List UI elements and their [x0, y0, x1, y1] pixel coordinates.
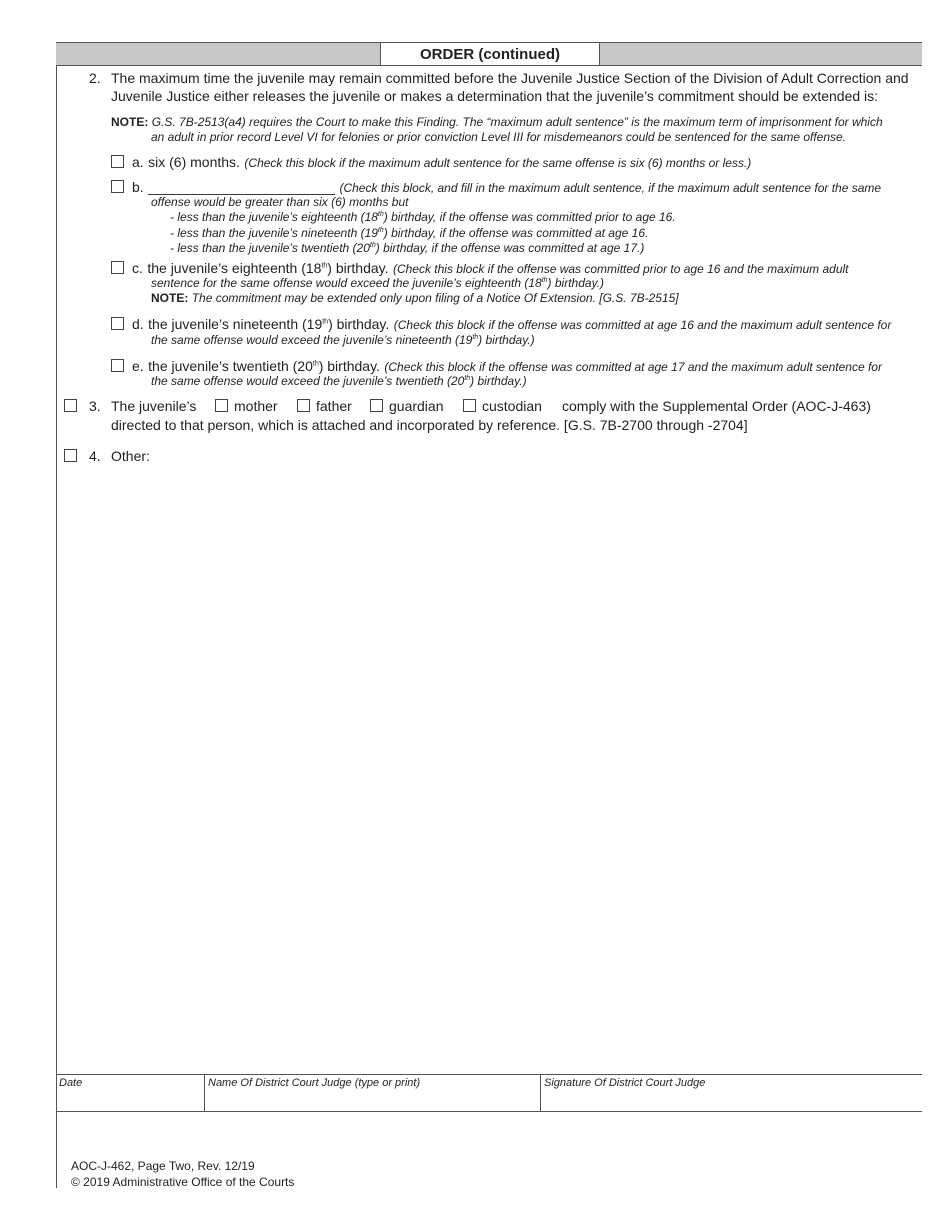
option-father: father: [316, 398, 352, 414]
sup-th: th: [322, 318, 329, 326]
custodian-checkbox[interactable]: [463, 399, 476, 412]
sup-th: th: [377, 211, 384, 218]
option-a-letter: a.: [132, 154, 144, 170]
sup-th: th: [377, 227, 384, 234]
item-3-checkbox[interactable]: [64, 399, 77, 412]
option-b-checkbox[interactable]: [111, 180, 124, 193]
signature-table: [56, 1074, 922, 1112]
item-4-checkbox[interactable]: [64, 449, 77, 462]
option-b-hint-2: offense would be greater than six (6) months but: [151, 195, 409, 209]
item-2-number: 2.: [89, 70, 101, 86]
bullet-3-pre: - less than the juvenile’s twentieth (20: [170, 241, 370, 255]
note-label: NOTE:: [111, 115, 149, 129]
option-d-text: [148, 316, 389, 332]
section-title: ORDER (continued): [380, 43, 600, 65]
option-c-hint-2-pre: sentence for the same offense would exceed the juvenile’s eighteenth (18: [151, 276, 542, 290]
option-c-letter: c.: [132, 260, 143, 276]
option-d-text-pre: the juvenile’s nineteenth (19: [148, 316, 323, 332]
option-e-checkbox[interactable]: [111, 359, 124, 372]
option-e-hint-2-post: ) birthday.): [470, 374, 527, 388]
form-id: AOC-J-462, Page Two, Rev. 12/19: [71, 1159, 255, 1173]
option-d: [132, 316, 891, 334]
sup-th: th: [464, 375, 471, 382]
option-d-hint-2-pre: the same offense would exceed the juvenile’s nineteenth (19: [151, 333, 473, 347]
item-4-label: Other:: [111, 448, 150, 464]
sup-th: th: [312, 360, 319, 368]
option-b-hint-1: (Check this block, and fill in the maximum adult sentence, if the maximum adult sentence for the same: [339, 181, 882, 195]
option-d-text-post: ) birthday.: [328, 316, 390, 332]
guardian-checkbox[interactable]: [370, 399, 383, 412]
date-label: Date: [59, 1077, 83, 1089]
note-line-1: G.S. 7B-2513(a4) requires the Court to make this Finding. The “maximum adult sentence” is the maximum term of imprisonment for which: [151, 115, 883, 129]
option-c-note-text: The commitment may be extended only upon filing of a Notice Of Extension. [G.S. 7B-2515]: [191, 291, 679, 305]
header-shade-left: [56, 43, 380, 65]
bullet-1-post: ) birthday, if the offense was committed prior to age 16.: [383, 210, 676, 224]
item-3-tail: comply with the Supplemental Order (AOC-J-463): [562, 398, 871, 414]
option-a-checkbox[interactable]: [111, 155, 124, 168]
option-c-hint-2: [151, 276, 604, 290]
mother-checkbox[interactable]: [215, 399, 228, 412]
option-e-text-post: ) birthday.: [318, 358, 380, 374]
sup-th: th: [369, 242, 376, 249]
bullet-2-pre: - less than the juvenile’s nineteenth (19: [170, 226, 378, 240]
father-checkbox[interactable]: [297, 399, 310, 412]
option-d-checkbox[interactable]: [111, 317, 124, 330]
option-d-hint-2-post: ) birthday.): [478, 333, 535, 347]
option-e-hint-2-pre: the same offense would exceed the juvenile’s twentieth (20: [151, 374, 465, 388]
bullet-3-post: ) birthday, if the offense was committed at age 17.): [375, 241, 645, 255]
section-header: [56, 42, 922, 66]
item-2-line-2: Juvenile Justice either releases the juvenile or makes a determination that the juvenile’s commitment should be extended is:: [111, 88, 879, 104]
option-a-text: six (6) months.: [148, 154, 240, 170]
option-e-text: [148, 358, 380, 374]
bullet-2-post: ) birthday, if the offense was committed at age 16.: [383, 226, 649, 240]
option-b-bullet-2: [170, 226, 648, 240]
item-3-lead: The juvenile’s: [111, 398, 197, 414]
option-guardian: guardian: [389, 398, 444, 414]
option-b-bullet-1: [170, 210, 676, 224]
option-d-letter: d.: [132, 316, 144, 332]
copyright: © 2019 Administrative Office of the Courts: [71, 1175, 295, 1189]
header-shade-right: [600, 43, 922, 65]
option-a: [132, 154, 751, 172]
judge-name-label: Name Of District Court Judge (type or print): [208, 1077, 421, 1089]
item-3-line-2: directed to that person, which is attached and incorporated by reference. [G.S. 7B-2700 through -2704]: [111, 417, 748, 433]
option-a-hint: (Check this block if the maximum adult sentence for the same offense is six (6) months or less.): [244, 156, 752, 170]
other-text-area[interactable]: [111, 470, 911, 1060]
option-e-hint-2: [151, 374, 527, 388]
option-d-hint-1: (Check this block if the offense was committed at age 16 and the maximum adult sentence for: [393, 318, 892, 332]
item-4-number: 4.: [89, 448, 101, 464]
option-e-text-pre: the juvenile’s twentieth (20: [148, 358, 313, 374]
date-cell[interactable]: [56, 1075, 204, 1112]
option-mother: mother: [234, 398, 278, 414]
option-c-checkbox[interactable]: [111, 261, 124, 274]
option-c-hint-1: (Check this block if the offense was committed prior to age 16 and the maximum adult: [392, 262, 849, 276]
option-custodian: custodian: [482, 398, 542, 414]
option-b-letter: b.: [132, 179, 144, 195]
option-c-note: [151, 291, 679, 305]
item-2-line-1: The maximum time the juvenile may remain committed before the Juvenile Justice Section of the Division of Adult Correction and: [111, 70, 909, 86]
option-b-blank[interactable]: ________________________: [148, 179, 336, 195]
sup-th: th: [472, 334, 479, 341]
note-line-2: an adult in prior record Level VI for felonies or prior conviction Level III for misdemeanors could be sentenced for the same offense.: [151, 130, 847, 144]
item-3-number: 3.: [89, 398, 101, 414]
option-b-bullet-3: [170, 241, 644, 255]
option-c-note-label: NOTE:: [151, 291, 189, 305]
option-c-text-pre: the juvenile’s eighteenth (18: [147, 260, 322, 276]
judge-name-cell[interactable]: [204, 1075, 540, 1112]
option-e-letter: e.: [132, 358, 144, 374]
sup-th: th: [541, 277, 548, 284]
option-c-hint-2-post: ) birthday.): [547, 276, 605, 290]
bullet-1-pre: - less than the juvenile’s eighteenth (18: [170, 210, 378, 224]
judge-signature-cell[interactable]: [540, 1075, 922, 1112]
item-2-note: [111, 115, 883, 129]
option-e-hint-1: (Check this block if the offense was committed at age 17 and the maximum adult sentence for: [384, 360, 882, 374]
option-d-hint-2: [151, 333, 535, 347]
sup-th: th: [321, 262, 328, 270]
option-c-text: [147, 260, 388, 276]
option-c-text-post: ) birthday.: [327, 260, 389, 276]
judge-signature-label: Signature Of District Court Judge: [544, 1077, 706, 1089]
